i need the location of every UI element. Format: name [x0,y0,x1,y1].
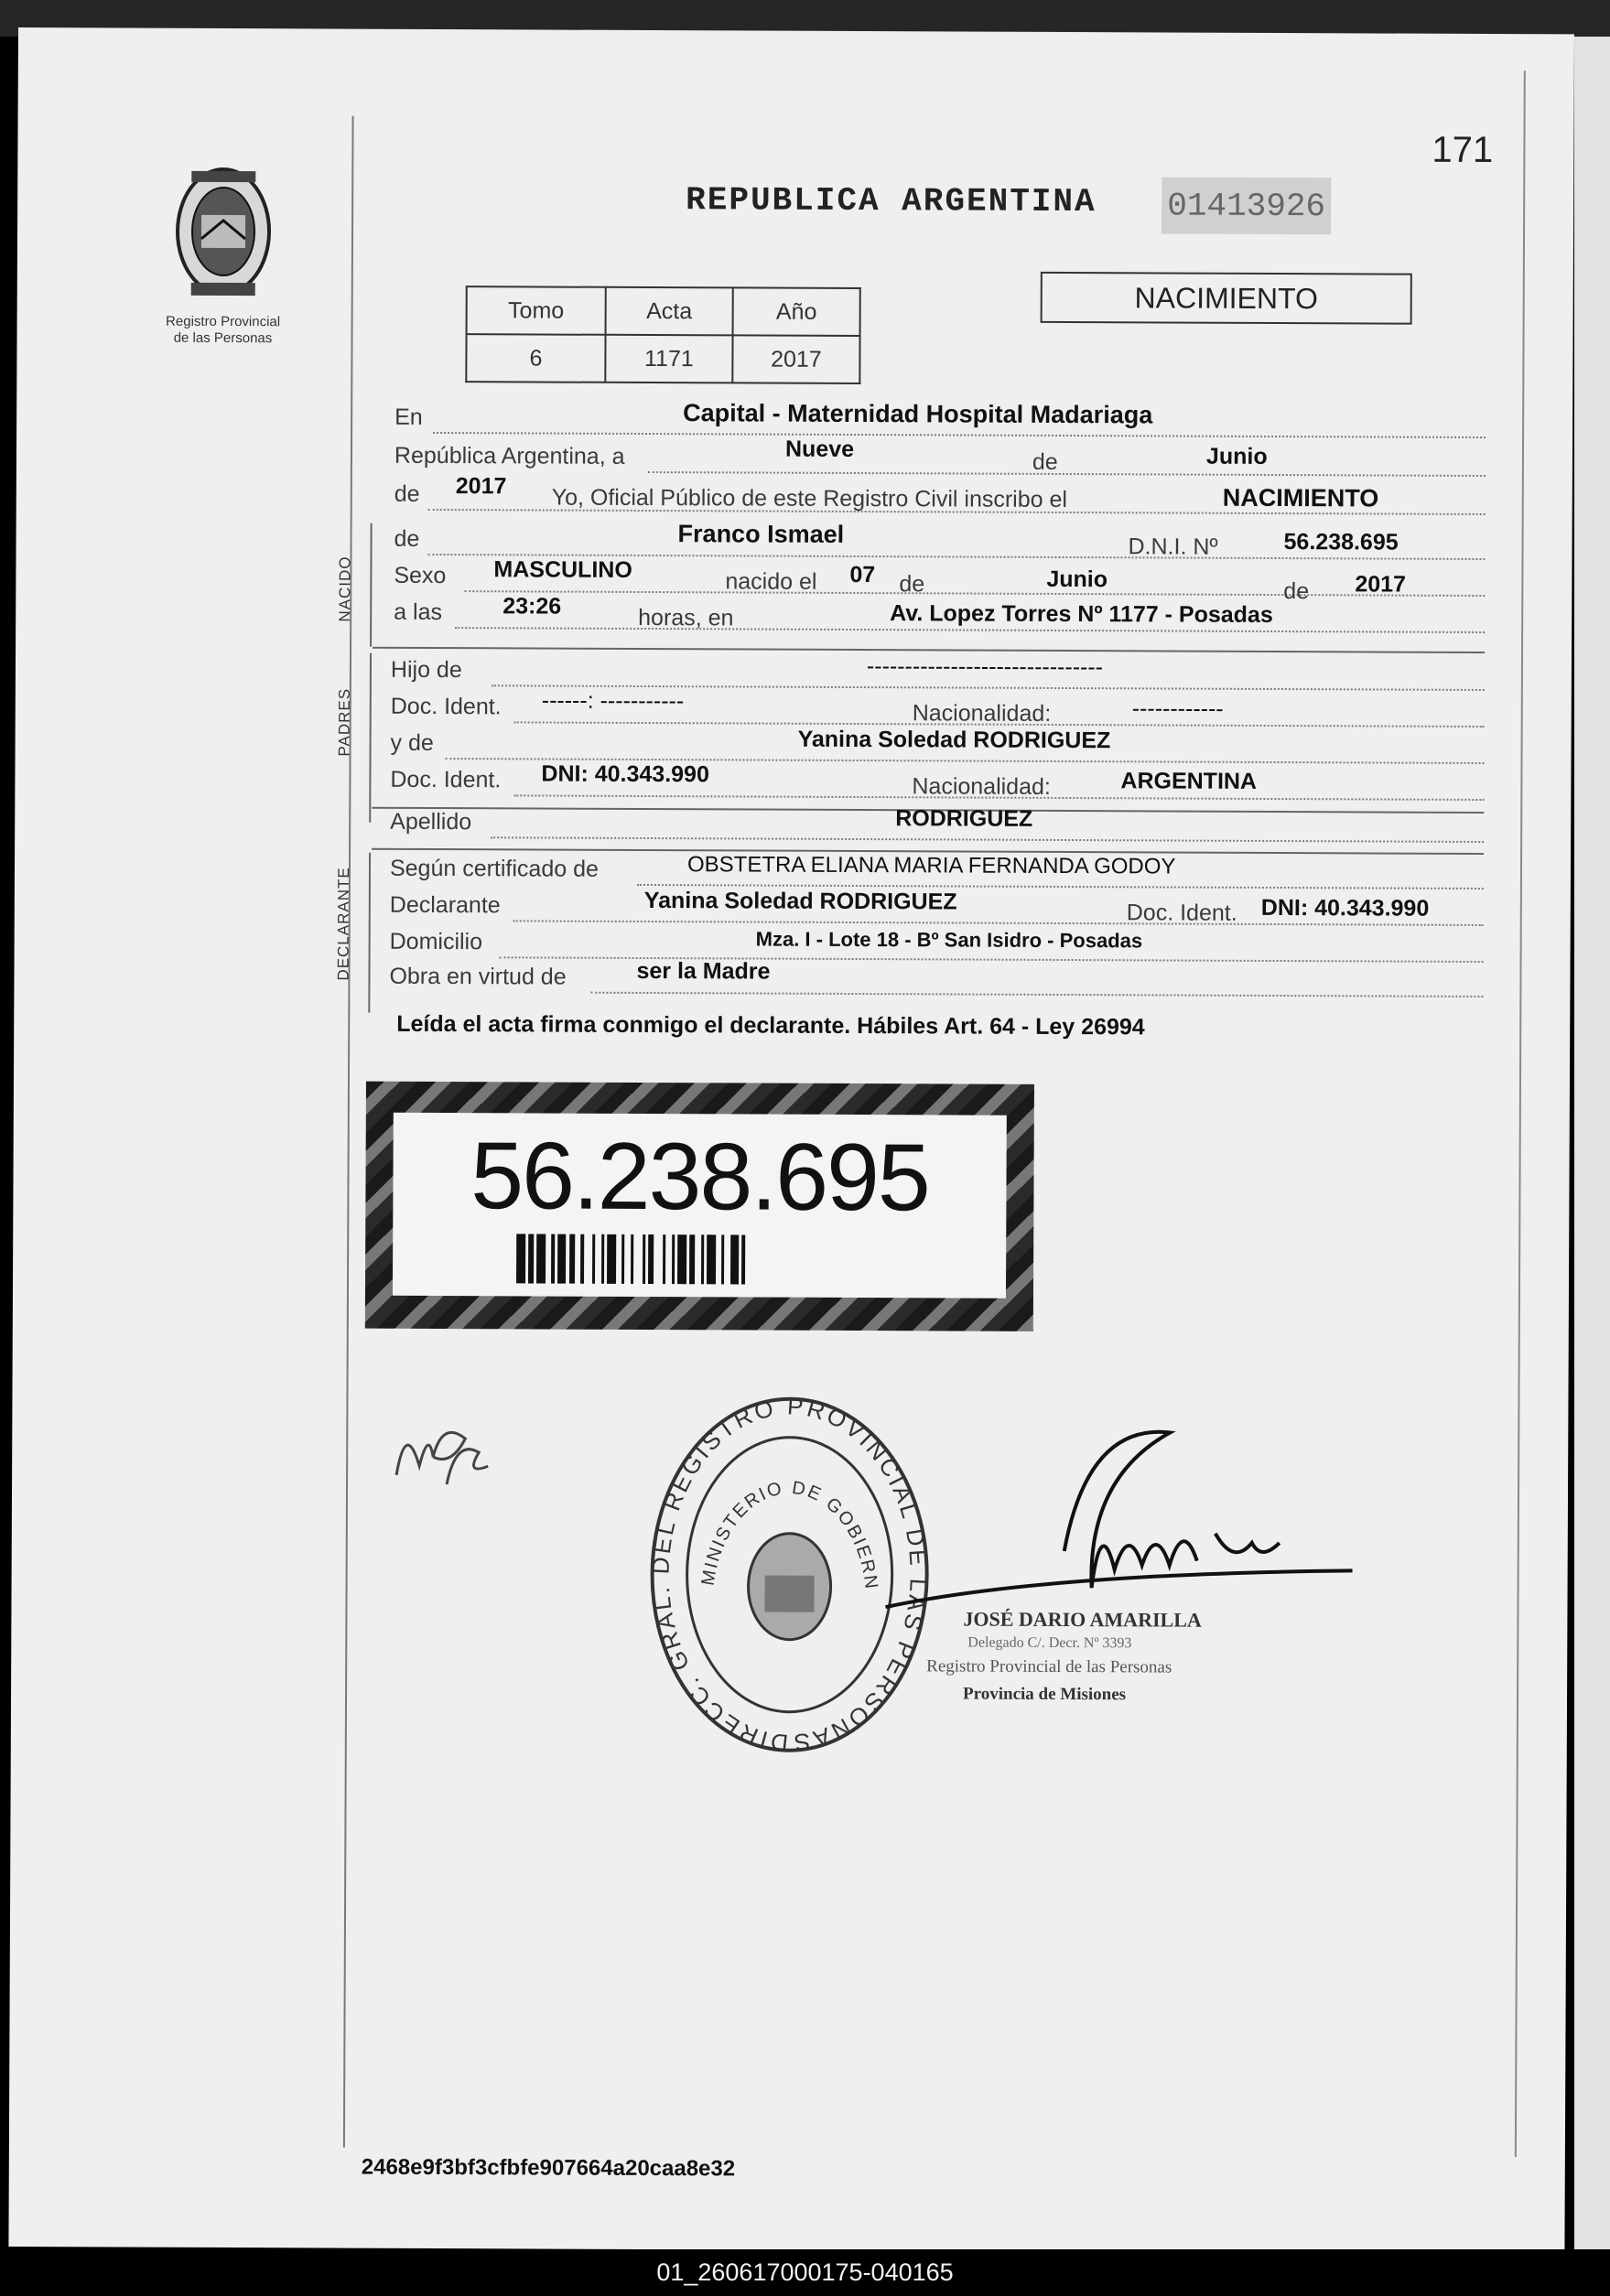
emblem-icon [168,166,279,313]
day-word-value: Nueve [784,436,855,462]
padres-side-label: PADRES [335,687,353,757]
barcode-bar [631,1234,633,1284]
nacido-label: nacido el [725,568,817,595]
document-hash: 2468e9f3bf3cfbfe907664a20caa8e32 [361,2154,736,2182]
serial-number: 01413926 [1162,177,1331,234]
acta-value: 1171 [605,335,732,383]
barcode-bar [721,1234,724,1284]
yo-text: Yo, Oficial Público de este Registro Civil inscribo el [551,484,1068,513]
mother-name-value: Yanina Soledad RODRIGUEZ [797,726,1111,754]
logo-caption-line2: de las Personas [173,329,273,347]
barcode-bar [741,1234,744,1284]
sticker-number: 56.238.695 [470,1123,930,1232]
republica-label: República Argentina, a [394,442,625,469]
official-name: JOSÉ DARIO AMARILLA [963,1607,1202,1632]
act-type-box: NACIMIENTO [1041,272,1412,325]
initials-signature [378,1402,507,1513]
certificado-value: OBSTETRA ELIANA MARIA FERNANDA GODOY [686,852,1176,879]
sexo-value: MASCULINO [493,556,632,583]
barcode-bar [677,1234,686,1284]
apellido-label: Apellido [390,808,472,835]
registry-table [465,286,860,384]
country-title: REPUBLICA ARGENTINA [686,181,1097,221]
declarante-label: Declarante [389,891,501,919]
dotted-line [464,590,1485,597]
barcode-bar [648,1234,654,1284]
domicilio-value: Mza. I - Lote 18 - Bº San Isidro - Posadas [755,927,1143,953]
official-title: Delegado C/. Decr. Nº 3393 [967,1634,1132,1652]
registry-value-row [466,334,859,383]
obra-label: Obra en virtud de [389,963,567,990]
barcode-bar [551,1234,554,1284]
barcode-bar [707,1234,716,1284]
right-margin-line [1515,70,1526,2157]
de-label: de [899,571,925,598]
tomo-value: 6 [466,334,605,383]
decl-doc-label: Doc. Ident. [1126,900,1237,926]
registry-header-row [467,286,860,336]
dotted-line [455,627,1485,633]
en-label: En [394,404,423,430]
barcode-bar [557,1234,567,1284]
section-divider [370,523,373,647]
barcode-bar [580,1234,583,1284]
place-value: Capital - Maternidad Hospital Madariaga [683,399,1153,429]
barcode-bar [607,1234,616,1284]
de-label: de [394,480,420,507]
child-name-value: Franco Ismael [677,520,845,548]
sticker-label [393,1113,1007,1299]
mother-doc-value: DNI: 40.343.990 [541,760,709,788]
birth-place-value: Av. Lopez Torres Nº 1177 - Posadas [890,600,1273,628]
official-office: Registro Provincial de las Personas [926,1656,1172,1677]
barcode-bar [569,1234,576,1284]
stamp-inner-text: MINISTERIO DE GOBIERNO [697,1477,882,1592]
document-page [8,27,1574,2253]
father-doc-value: ------: ----------- [541,687,685,715]
official-signature [876,1404,1353,1625]
year-value: 2017 [455,473,507,500]
declarante-side-label: DECLARANTE [334,867,353,981]
father-nat-value: ------------ [1131,695,1224,722]
time-value: 23:26 [502,593,562,620]
province-emblem [168,166,279,313]
barcode-bar [536,1234,546,1283]
birth-year-value: 2017 [1355,571,1407,598]
dotted-line [433,432,1486,438]
margin-line [343,116,354,2148]
barcode-bar [663,1234,665,1284]
barcode-bar [672,1234,675,1284]
segun-label: Según certificado de [389,855,599,882]
month-value: Junio [1205,443,1268,469]
nacionalidad-label: Nacionalidad: [912,700,1052,727]
logo-caption [131,314,314,348]
barcode-bar [528,1234,535,1283]
barcode-bar [643,1234,645,1284]
dotted-line [648,471,1486,477]
barcode-bar [516,1234,525,1283]
scan-footer-id: 01_260617000175-040165 [0,2249,1610,2296]
section-divider [369,653,372,823]
apellido-value: RODRIGUEZ [895,805,1033,832]
barcode-sticker [365,1082,1034,1331]
official-province: Provincia de Misiones [963,1684,1127,1705]
nacionalidad-label: Nacionalidad: [912,773,1051,800]
nacido-side-label: NACIDO [336,555,354,622]
ano-header: Año [733,287,860,336]
obra-value: ser la Madre [636,957,771,985]
doc-ident-label: Doc. Ident. [390,693,502,720]
barcode-bar [689,1234,696,1284]
section-divider [368,853,371,1013]
de-label: de [394,525,420,552]
birth-month-value: Junio [1046,566,1108,593]
declarante-value: Yanina Soledad RODRIGUEZ [643,887,957,915]
tomo-header: Tomo [467,286,606,335]
hijo-label: Hijo de [390,656,462,684]
barcode [516,1234,919,1285]
decl-doc-value: DNI: 40.343.990 [1260,894,1430,922]
barcode-bar [601,1234,604,1284]
doc-ident-label: Doc. Ident. [390,766,502,793]
yde-label: y de [390,729,434,756]
barcode-bar [621,1234,624,1284]
underlying-page-edge [1574,37,1610,2251]
barcode-bar [730,1234,740,1284]
dotted-line [590,992,1483,997]
ano-value: 2017 [732,335,859,383]
barcode-bar [592,1234,595,1284]
barcode-bar [701,1234,704,1284]
de-label: de [1283,578,1310,605]
domicilio-label: Domicilio [389,928,483,955]
dni-label: D.N.I. Nº [1128,534,1218,560]
dotted-line [491,836,1484,843]
horas-label: horas, en [638,604,734,631]
acta-header: Acta [606,287,733,336]
father-name-value: ------------------------------- [866,653,1104,681]
logo-caption-line1: Registro Provincial [166,313,281,330]
alas-label: a las [394,598,443,626]
de-label: de [1032,448,1058,475]
birth-day-value: 07 [849,561,876,588]
section-rule [373,647,1485,653]
act-word-value: NACIMIENTO [1222,483,1379,512]
sexo-label: Sexo [394,562,447,589]
mother-nat-value: ARGENTINA [1120,768,1258,794]
page-number: 171 [1432,129,1494,171]
closing-statement: Leída el acta firma conmigo el declarante. Hábiles Art. 64 - Ley 26994 [396,1010,1145,1040]
dni-value: 56.238.695 [1283,529,1399,555]
stamp-outer-text: DIRECC. GRAL. DEL REGISTRO PROVINCIAL DE LAS PERSONAS [646,1394,933,1757]
